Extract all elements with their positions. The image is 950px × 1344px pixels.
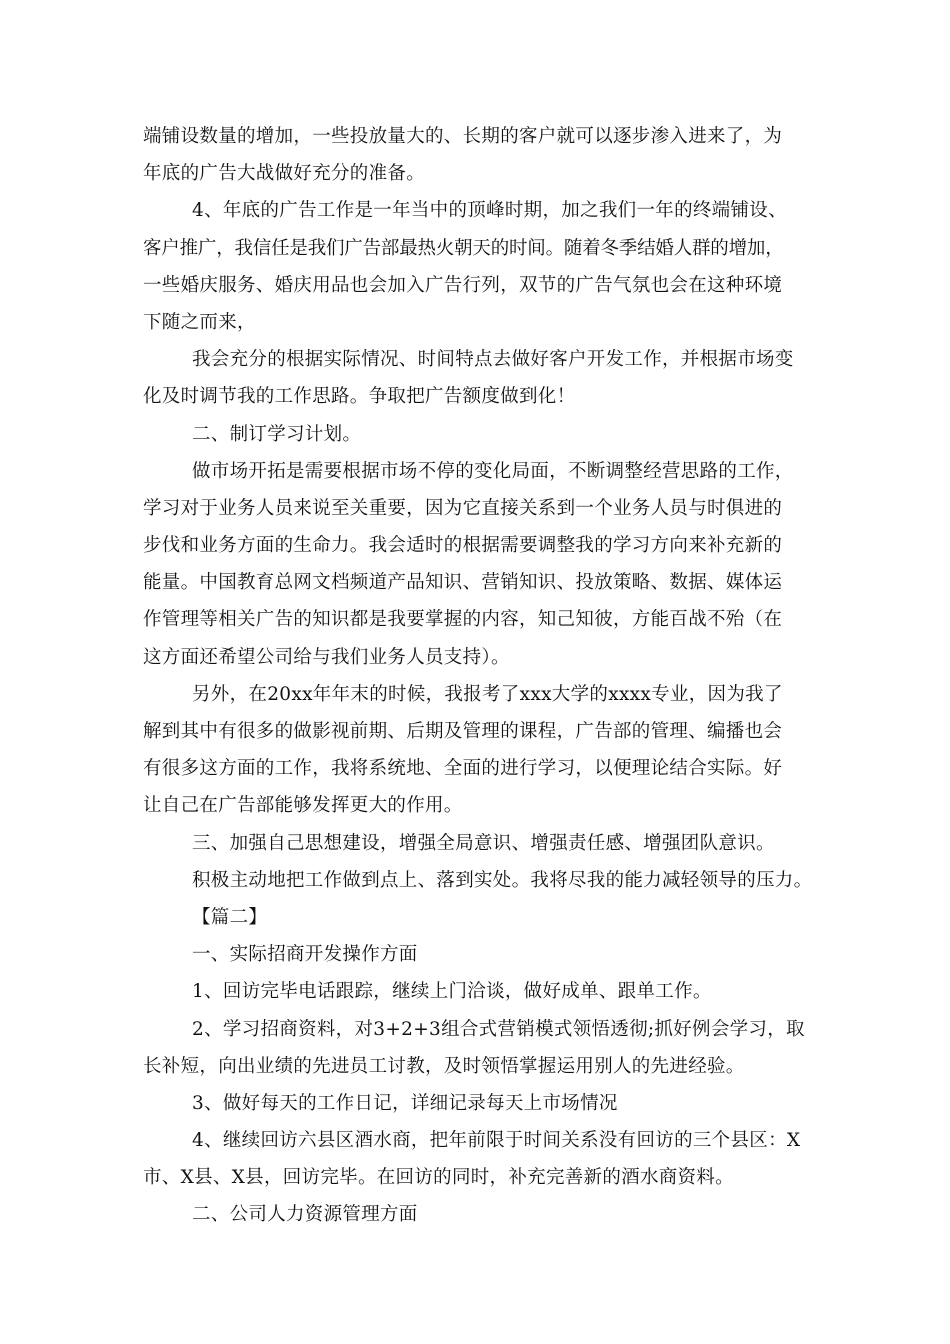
section-heading: 二、制订学习计划。 — [192, 423, 362, 445]
text-line: 这方面还希望公司给与我们业务人员支持）。 — [143, 646, 510, 668]
text-line: 2、学习招商资料，对3+2+3组合式营销模式领悟透彻;抓好例会学习，取 — [192, 1018, 805, 1040]
text-line: 端铺设数量的增加，一些投放量大的、长期的客户就可以逐步渗入进来了，为 — [143, 126, 783, 147]
text-line: 长补短，向出业绩的先进员工讨教，及时领悟掌握运用别人的先进经验。 — [143, 1055, 745, 1077]
text-line: 做市场开拓是需要根据市场不停的变化局面，不断调整经营思路的工作， — [192, 460, 794, 482]
text-line: 4、年底的广告工作是一年当中的顶峰时期，加之我们一年的终端铺设、 — [192, 200, 787, 222]
text-line: 作管理等相关广告的知识都是我要掌握的内容，知己知彼，方能百战不殆（在 — [143, 609, 783, 631]
text-line: 1、回访完毕电话跟踪，继续上门洽谈，做好成单、跟单工作。 — [192, 981, 712, 1003]
text-line: 另外，在20xx年年末的时候，我报考了xxx大学的xxxx专业，因为我了 — [192, 683, 783, 705]
text-line: 下随之而来， — [143, 311, 256, 333]
text-line: 4、继续回访六县区酒水商，把年前限于时间关系没有回访的三个县区：X — [192, 1130, 801, 1152]
section-heading: 三、加强自己思想建设，增强全局意识、增强责任感、增强团队意识。 — [192, 832, 775, 854]
text-line: 积极主动地把工作做到点上、落到实处。我将尽我的能力减轻领导的压力。 — [192, 869, 813, 891]
text-line: 3、做好每天的工作日记，详细记录每天上市场情况 — [192, 1092, 618, 1114]
text-line: 有很多这方面的工作，我将系统地、全面的进行学习，以便理论结合实际。好 — [143, 758, 783, 780]
text-line: 学习对于业务人员来说至关重要，因为它直接关系到一个业务人员与时俱进的 — [143, 497, 783, 519]
text-line: 让自己在广告部能够发挥更大的作用。 — [143, 795, 463, 817]
text-line: 化及时调节我的工作思路。争取把广告额度做到化！ — [143, 386, 576, 408]
document-body — [143, 118, 813, 1234]
section-heading: 二、公司人力资源管理方面 — [192, 1204, 418, 1226]
text-line: 解到其中有很多的做影视前期、后期及管理的课程，广告部的管理、编播也会 — [143, 721, 783, 742]
text-line: 我会充分的根据实际情况、时间特点去做好客户开发工作，并根据市场变 — [192, 349, 794, 371]
text-line: 年底的广告大战做好充分的准备。 — [143, 163, 426, 185]
section-heading: 一、实际招商开发操作方面 — [192, 944, 418, 966]
text-line: 能量。中国教育总网文档频道产品知识、营销知识、投放策略、数据、媒体运 — [143, 572, 783, 594]
text-line: 市、X县、X县，回访完毕。在回访的同时，补充完善新的酒水商资料。 — [143, 1167, 734, 1189]
text-line: 步伐和业务方面的生命力。我会适时的根据需要调整我的学习方向来补充新的 — [143, 535, 783, 557]
text-line: 客户推广，我信任是我们广告部最热火朝天的时间。随着冬季结婚人群的增加， — [143, 237, 784, 259]
text-line: 一些婚庆服务、婚庆用品也会加入广告行列，双节的广告气氛也会在这种环境 — [143, 274, 783, 296]
part-heading: 【篇二】 — [192, 906, 268, 928]
